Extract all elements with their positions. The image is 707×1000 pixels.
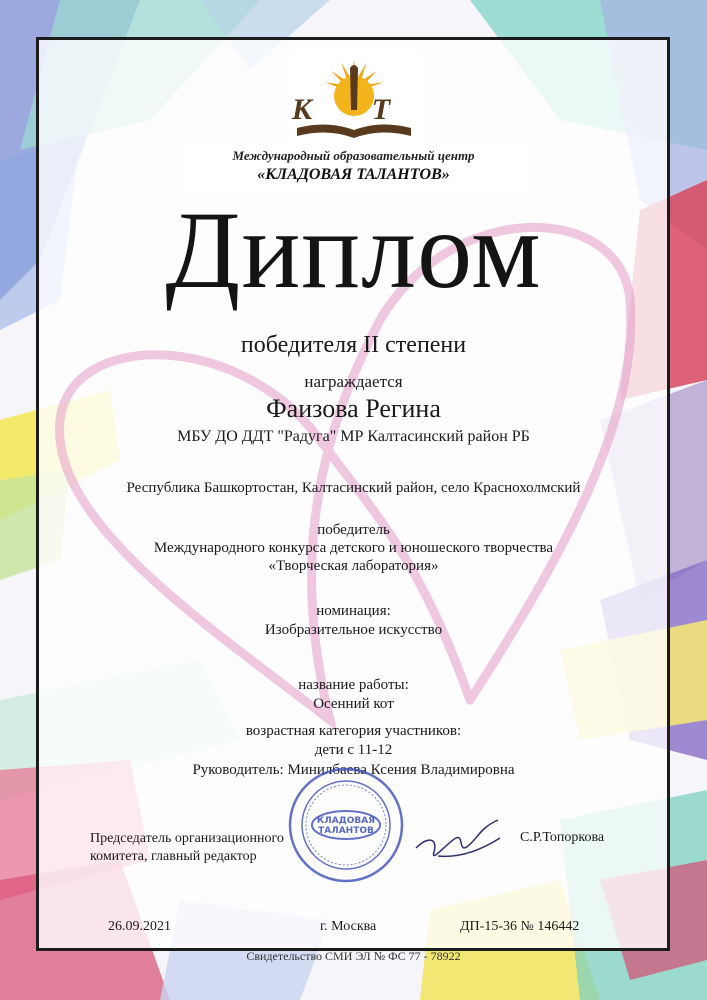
signatory-name: С.Р.Топоркова [520,830,605,845]
logo-letters: К Т [291,93,417,126]
signatory-position-line1: Председатель организационного [90,831,284,846]
nomination-label: номинация: [316,603,391,619]
age-category-value: дети с 11-12 [314,742,393,758]
awarded-label: награждается [304,372,403,391]
seal-text-line1: КЛАДОВАЯ [316,816,376,826]
issue-city: г. Москва [320,919,377,934]
contest-name-line2: «Творческая лаборатория» [268,558,439,574]
recipient-school: МБУ ДО ДДТ "Радуга" МР Калтасинский район РБ [177,428,530,445]
org-name-line1: Международный образовательный центр [232,148,475,163]
org-name-line2: «КЛАДОВАЯ ТАЛАНТОВ» [257,166,450,183]
winner-label: победитель [317,522,390,538]
nomination-value: Изобразительное искусство [264,622,443,638]
age-category-label: возрастная категория участников: [245,723,462,739]
diploma-subtitle: победителя II степени [240,332,467,358]
work-title-label: название работы: [298,677,409,693]
work-title-value: Осенний кот [313,696,394,712]
recipient-location: Республика Башкортостан, Калтасинский район, село Краснохолмский [126,480,581,496]
leader-name: Руководитель: Минилбаева Ксения Владимировна [192,762,515,778]
recipient-name: Фаизова Регина [266,394,441,423]
signatory-position [90,830,284,866]
signature-icon [408,808,508,868]
media-certificate: Свидетельство СМИ ЭЛ № ФС 77 - 78922 [246,949,461,963]
diploma-title: Диплом [165,189,542,311]
stamp-seal-icon [286,765,406,885]
seal-text-line2: ТАЛАНТОВ [318,826,374,836]
diploma-number: ДП-15-36 № 146442 [460,919,580,934]
signatory-position-line2: комитета, главный редактор [90,849,257,864]
issue-date: 26.09.2021 [108,919,171,934]
contest-name-line1: Международного конкурса детского и юношеского творчества [153,540,554,556]
